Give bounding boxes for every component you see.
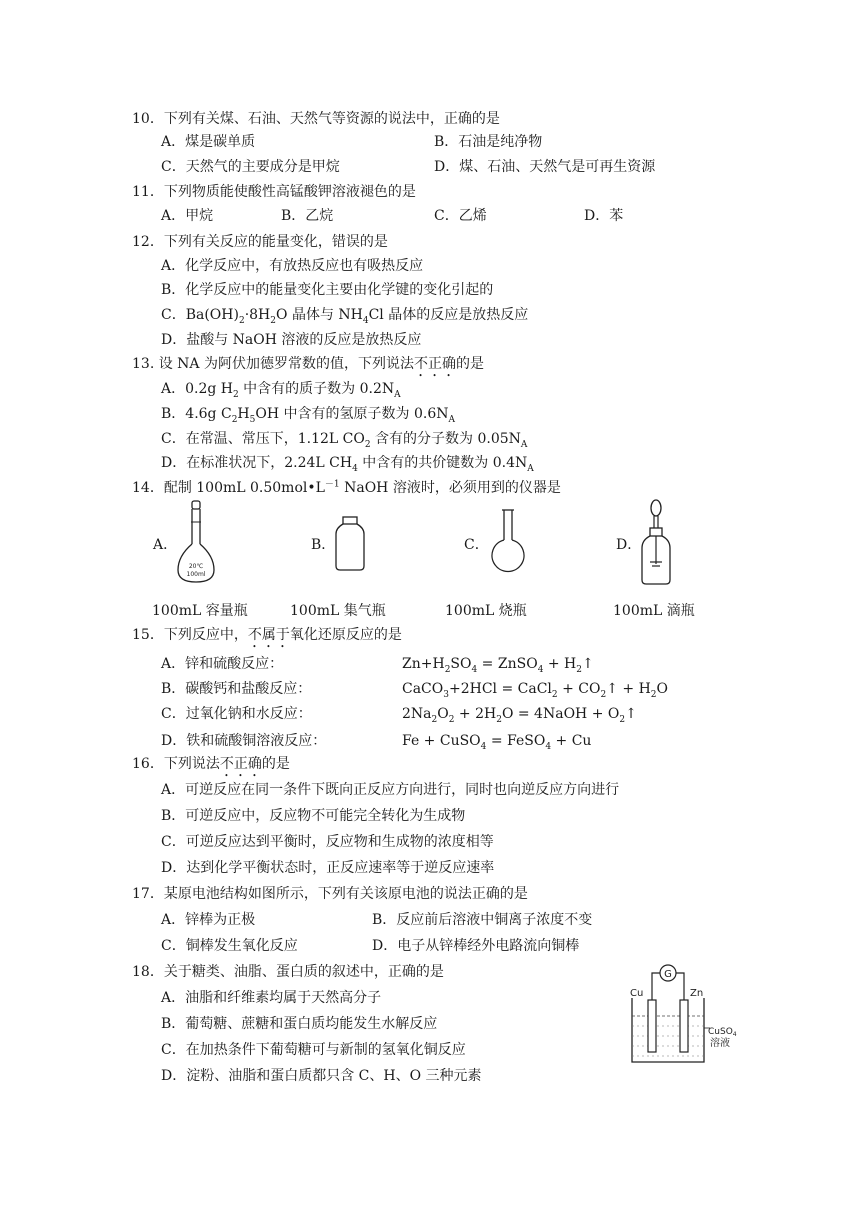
q17-option-a: A．锌棒为正极 [161, 912, 256, 928]
beaker [632, 998, 704, 1062]
emphasis-text: 不正确 [219, 756, 262, 772]
q10-option-b: B．石油是纯净物 [434, 134, 543, 150]
q11-stem: 11．下列物质能使酸性高锰酸钾溶液褪色的是 [132, 184, 416, 200]
q11-option-d: D．苯 [584, 208, 624, 224]
q16-stem: 16．下列说法不正确的是 [132, 756, 290, 772]
q14-option-d-label: D． [616, 537, 642, 553]
round-flask-icon [486, 508, 530, 576]
q15-option-d: D．铁和硫酸铜溶液反应： [161, 733, 327, 749]
q11-option-a: A．甲烷 [161, 208, 214, 224]
q15-equation-b: CaCO$_3$+2HCl = CaCl$_2$ + $CO_2↑ + H_2O$ [402, 681, 668, 700]
q15-option-b: B．碳酸钙和盐酸反应： [161, 681, 312, 697]
q12-option-a: A．化学反应中，有放热反应也有吸热反应 [161, 258, 424, 274]
q17-option-c: C．铜棒发生氧化反应 [161, 938, 298, 954]
galvanometer-label: G [664, 969, 672, 980]
q16-option-b: B．可逆反应中，反应物不可能完全转化为生成物 [161, 808, 466, 824]
flask-mark-temp: 20℃ [188, 563, 204, 570]
q15-stem: 15．下列反应中，不属于氧化还原反应的是 [132, 627, 402, 643]
q14-caption-c: 100mL 烧瓶 [445, 603, 527, 619]
q18-option-a: A．油脂和纤维素均属于天然高分子 [161, 990, 382, 1006]
q14-caption-a: 100mL 容量瓶 [152, 603, 248, 619]
q17-option-b: B．反应前后溶液中铜离子浓度不变 [372, 912, 593, 928]
q15-equation-a: $Zn+H_2SO_4$ = ZnSO$_4$ + $H_2↑$ [402, 656, 594, 675]
q14-option-a-label: A． [153, 537, 178, 553]
q10-option-c: C．天然气的主要成分是甲烷 [161, 159, 340, 175]
q16-option-a: A．可逆反应在同一条件下既向正反应方向进行，同时也向逆反应方向进行 [161, 782, 620, 798]
q15-option-a: A．锌和硫酸反应： [161, 656, 284, 672]
q18-option-b: B．葡萄糖、蔗糖和蛋白质均能发生水解反应 [161, 1016, 438, 1032]
q10-option-a: A．煤是碳单质 [161, 134, 256, 150]
emphasis-text: 不正确 [413, 356, 456, 372]
copper-electrode [648, 1000, 656, 1052]
q15-equation-d: Fe + CuSO$_4$ = FeSO$_4$ + Cu [402, 733, 592, 752]
solution-formula-label: CuSO$_4$ [708, 1027, 737, 1038]
q12-option-c: C．$Ba(OH)_2\cdot 8H_2O$ 晶体与 $NH_4Cl$ 晶体的反应是放热反应 [161, 307, 529, 326]
q13-option-d: D．在标准状况下，2.24L $CH_4$ 中含有的共价键数为 $0.4N_A$ [161, 455, 534, 474]
q15-option-c: C．过氧化钠和水反应： [161, 706, 312, 722]
q14-caption-d: 100mL 滴瓶 [613, 603, 695, 619]
q10-option-d: D．煤、石油、天然气是可再生资源 [434, 159, 656, 175]
q14-option-c-label: C． [464, 537, 489, 553]
q18-option-d: D．淀粉、油脂和蛋白质都只含 C、H、O 三种元素 [161, 1068, 482, 1084]
q12-option-b: B．化学反应中的能量变化主要由化学键的变化引起的 [161, 282, 494, 298]
q18-stem: 18．关于糖类、油脂、蛋白质的叙述中，正确的是 [132, 964, 444, 980]
q13-stem: 13. 设 NA 为阿伏加德罗常数的值，下列说法不正确的是 [132, 356, 484, 372]
volumetric-flask-icon [174, 500, 218, 586]
q17-stem: 17．某原电池结构如图所示，下列有关该原电池的说法正确的是 [132, 886, 528, 902]
q12-stem: 12．下列有关反应的能量变化，错误的是 [132, 234, 388, 250]
gas-collecting-bottle-icon [332, 516, 368, 572]
zinc-electrode [680, 1000, 688, 1052]
q14-caption-b: 100mL 集气瓶 [290, 603, 386, 619]
q16-option-c: C．可逆反应达到平衡时，反应物和生成物的浓度相等 [161, 834, 494, 850]
q16-option-d: D．达到化学平衡状态时，正反应速率等于逆反应速率 [161, 860, 495, 876]
q13-option-b: B．4.6g $C_2H_5OH$ 中含有的氢原子数为 $0.6N_A$ [161, 406, 455, 425]
q14-stem: 14．配制 100mL $0.50mol•L^{-1}$ NaOH 溶液时，必须用到的仪器是 [132, 479, 561, 496]
solution-label: 溶液 [710, 1038, 730, 1049]
q18-option-c: C．在加热条件下葡萄糖可与新制的氢氧化铜反应 [161, 1042, 466, 1058]
galvanic-cell-diagram [626, 962, 758, 1068]
zinc-electrode-label: Zn [690, 988, 704, 999]
dropper-bottle-icon [636, 498, 676, 588]
copper-electrode-label: Cu [630, 988, 644, 999]
emphasis-text: 不属于 [247, 627, 290, 643]
q13-option-a: A．0.2g $H_2$ 中含有的质子数为 $0.2N_A$ [161, 381, 401, 400]
q10-stem: 10．下列有关煤、石油、天然气等资源的说法中，正确的是 [132, 111, 500, 127]
q12-option-d: D．盐酸与 NaOH 溶液的反应是放热反应 [161, 332, 422, 348]
q13-option-c: C．在常温、常压下，1.12L $CO_2$ 含有的分子数为 $0.05N_A$ [161, 431, 528, 450]
q17-option-d: D．电子从锌棒经外电路流向铜棒 [372, 938, 580, 954]
q11-option-b: B．乙烷 [281, 208, 334, 224]
q15-equation-c: $2Na_2O_2 + 2H_2O$ = 4NaOH + $O_2↑$ [402, 706, 637, 725]
q14-option-b-label: B． [311, 537, 336, 553]
flask-mark-volume: 100ml [186, 571, 206, 578]
q11-option-c: C．乙烯 [434, 208, 487, 224]
